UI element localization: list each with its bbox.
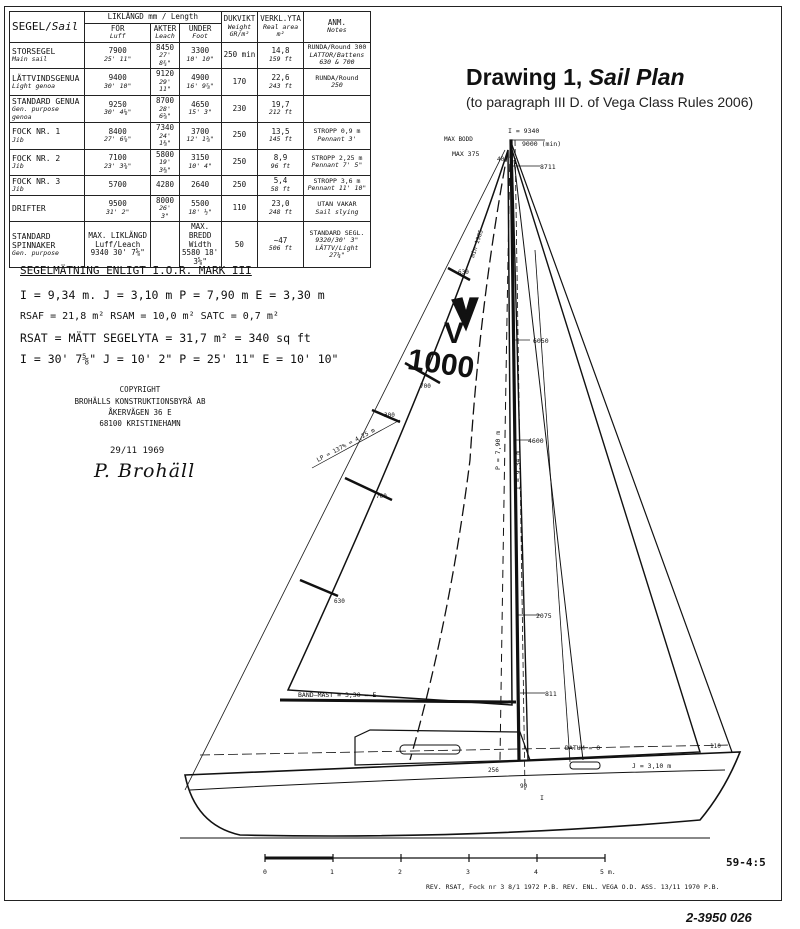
scale-bar xyxy=(265,854,605,862)
area-header: VERKL.YTA Real area m² xyxy=(258,12,304,43)
label-40: 40 xyxy=(497,156,505,163)
weight-cell: 250 min xyxy=(221,42,258,69)
foot-cell: 3700 12' 1⅝" xyxy=(179,122,221,149)
measurement-line-4: I = 30' 7⅝" J = 10' 2" P = 25' 11" E = 10' 10" xyxy=(20,352,339,366)
document-number: 2-3950 026 xyxy=(686,910,752,925)
sail-header: SEGEL/Sail xyxy=(10,12,85,43)
copyright-city: 68100 KRISTINEHAMN xyxy=(99,419,181,428)
scale-label: 0 xyxy=(263,868,267,876)
forward-window xyxy=(570,762,600,769)
scale-label: 1 xyxy=(330,868,334,876)
sheet-number: 59-4:5 xyxy=(726,856,766,869)
notes-cell: RUNDA/Round 300 LATTOR/Battens 630 & 700 xyxy=(303,42,370,69)
label-90: 90 xyxy=(520,783,528,790)
scale-label: 2 xyxy=(398,868,402,876)
area-cell: 23,0 248 ft xyxy=(258,195,304,222)
label-band-mast: BAND–MAST = 3,30 = E xyxy=(298,691,377,699)
area-cell: 13,5 145 ft xyxy=(258,122,304,149)
copyright-street: ÅKERVÄGEN 36 E xyxy=(108,408,172,417)
scale-label: 3 xyxy=(466,868,470,876)
luff-cell: 9250 30' 4⅛" xyxy=(85,95,151,122)
weight-cell: 250 xyxy=(221,149,258,176)
label-min9000: 9000 (min) xyxy=(522,140,562,148)
drawing-title: Drawing 1, Sail Plan xyxy=(466,64,685,90)
batten-5 xyxy=(300,580,338,596)
notes-header: ANM. Notes xyxy=(303,12,370,43)
label-batten-630a: 630 xyxy=(458,269,469,276)
weight-cell: 50 xyxy=(221,222,258,268)
hull-sheer xyxy=(190,770,725,790)
label-maxbodd: MAX BODD xyxy=(444,136,473,143)
sail-name-cell: FOCK NR. 1 Jib xyxy=(10,122,85,149)
designer-signature: P. Brohäll xyxy=(94,460,196,482)
genoa-sail xyxy=(512,150,700,760)
scale-labels xyxy=(263,868,616,876)
boom xyxy=(280,700,516,702)
luff-header: FÖR Luff xyxy=(85,23,151,42)
notes-cell: STROPP 0,9 m Pennant 3' xyxy=(303,122,370,149)
copyright-word: COPYRIGHT xyxy=(119,385,161,394)
area-cell: 8,9 96 ft xyxy=(258,149,304,176)
label-2075: 2075 xyxy=(536,612,552,620)
weight-header: DUKVIKT Weight GR/m² xyxy=(221,12,258,43)
sail-number: 1000 xyxy=(405,343,477,386)
weight-cell: 250 xyxy=(221,176,258,196)
foot-cell: 3150 10' 4" xyxy=(179,149,221,176)
copyright-company: BROHÄLLS KONSTRUKTIONSBYRÅ AB xyxy=(74,397,206,406)
luff-cell: 7900 25' 11" xyxy=(85,42,151,69)
genoa-leech-inner xyxy=(535,250,570,762)
sail-name-cell: STORSEGEL Main sail xyxy=(10,42,85,69)
notes-cell: RUNDA/Round 250 xyxy=(303,69,370,96)
leach-cell: 9120 29' 11" xyxy=(151,69,179,96)
weight-cell: 170 xyxy=(221,69,258,96)
foot-cell: 4650 15' 3" xyxy=(179,95,221,122)
area-cell: 22,6 243 ft xyxy=(258,69,304,96)
area-cell: ~47 506 ft xyxy=(258,222,304,268)
label-i-top: I = 9340 xyxy=(508,127,540,135)
label-j310: J = 3,10 m xyxy=(632,762,672,770)
label-batten-700a: 700 xyxy=(420,383,431,390)
label-batten-300: 300 xyxy=(384,412,395,419)
label-datum: DATUM = 0 xyxy=(565,744,601,752)
luff-cell: 5700 xyxy=(85,176,151,196)
luff-cell: 7100 23' 3⅝" xyxy=(85,149,151,176)
jib-luff xyxy=(514,160,583,760)
sail-name-cell: STANDARD GENUA Gen. purpose genoa xyxy=(10,95,85,122)
luff-cell: 8400 27' 6⅞" xyxy=(85,122,151,149)
notes-cell: STROPP 3,6 m Pennant 11' 10" xyxy=(303,176,370,196)
label-batten-630b: 630 xyxy=(334,598,345,605)
signature-date: 29/11 1969 xyxy=(110,446,165,456)
leach-header: AKTER Leach xyxy=(151,23,179,42)
weight-cell: 110 xyxy=(221,195,258,222)
label-foot-mark: 110 xyxy=(710,743,721,750)
foot-cell: 5500 18' ½" xyxy=(179,195,221,222)
scale-label: 4 xyxy=(534,868,538,876)
leach-cell: 8450 27' 8¾" xyxy=(151,42,179,69)
sail-name-cell: LÄTTVINDSGENUA Light genoa xyxy=(10,69,85,96)
notes-cell: STROPP 2,25 m Pennant 7' 5" xyxy=(303,149,370,176)
measurement-line-2: RSAF = 21,8 m² RSAM = 10,0 m² SATC = 0,7 m² xyxy=(20,311,279,322)
weight-cell: 230 xyxy=(221,95,258,122)
measurement-heading: SEGELMÄTNING ENLIGT I.O.R. MARK III xyxy=(20,264,252,277)
leach-cell: 8000 26' 3" xyxy=(151,195,179,222)
leach-cell: 7340 24' 1⅜" xyxy=(151,122,179,149)
label-i-low: I xyxy=(540,794,544,802)
label-811: 811 xyxy=(545,690,557,698)
luff-cell: 9500 31' 2" xyxy=(85,195,151,222)
forestay xyxy=(512,145,732,752)
leach-cell: 5800 19' 3⅜" xyxy=(151,149,179,176)
label-i934: I = 9,34 m xyxy=(514,450,522,490)
length-header: LIKLÄNGD mm / Length xyxy=(85,12,222,24)
label-256: 256 xyxy=(488,767,499,774)
scale-label: 5 m. xyxy=(600,868,616,876)
foot-cell: 4900 16' 9⅞" xyxy=(179,69,221,96)
sail-name-cell: FOCK NR. 2 Jib xyxy=(10,149,85,176)
notes-cell: UTAN VAKAR Sail slying xyxy=(303,195,370,222)
area-cell: 5,4 58 ft xyxy=(258,176,304,196)
leach-cell: 8700 28' 6⅝" xyxy=(151,95,179,122)
label-lp: LP = 137% = 4,25 m xyxy=(315,427,377,464)
label-batten-700b: 700 xyxy=(376,493,387,500)
notes-cell: STANDARD SEGL. 9320/30' 3" LÄTTV/Light 27¼" xyxy=(303,222,370,268)
sail-name-cell: FOCK NR. 3 Jib xyxy=(10,176,85,196)
cabin xyxy=(355,730,530,765)
label-8711: 8711 xyxy=(540,163,556,171)
area-cell: 19,7 212 ft xyxy=(258,95,304,122)
revision-note: REV. RSAT, Fock nr 3 8/1 1972 P.B. REV. ENL. VEGA O.D. ASS. 13/11 1970 P.B. xyxy=(426,883,720,891)
drawing-subtitle: (to paragraph III D. of Vega Class Rules 2006) xyxy=(466,94,754,110)
label-6050: 6050 xyxy=(533,337,549,345)
foot-cell: 2640 xyxy=(179,176,221,196)
sail-letter: V xyxy=(444,317,465,350)
weight-cell: 250 xyxy=(221,122,258,149)
label-4600: 4600 xyxy=(528,437,544,445)
luff-cell: MAX. LIKLÄNGD Luff/Leach 9340 30' 7⅝" xyxy=(85,222,151,268)
waterline xyxy=(200,745,730,755)
measurement-line-3: RSAT = MÄTT SEGELYTA = 31,7 m² = 340 sq ft xyxy=(20,331,311,345)
label-p790: P = 7,90 m xyxy=(494,430,502,470)
area-cell: 14,8 159 ft xyxy=(258,42,304,69)
leach-cell: 4280 xyxy=(151,176,179,196)
foot-cell: 3300 10' 10" xyxy=(179,42,221,69)
measurement-line-1: I = 9,34 m. J = 3,10 m P = 7,90 m E = 3,30 m xyxy=(20,288,325,302)
cabin-window xyxy=(400,745,460,754)
luff-cell: 9400 30' 10" xyxy=(85,69,151,96)
foot-header: UNDER Foot xyxy=(179,23,221,42)
label-min1985: min 1985 xyxy=(469,228,485,259)
foot-cell: MAX. BREDD Width 5580 18' 3⅝" xyxy=(179,222,221,268)
label-max375: MAX 375 xyxy=(452,150,480,158)
sail-name-cell: DRIFTER xyxy=(10,195,85,222)
sail-name-cell: STANDARD SPINNAKER Gen. purpose xyxy=(10,222,85,268)
